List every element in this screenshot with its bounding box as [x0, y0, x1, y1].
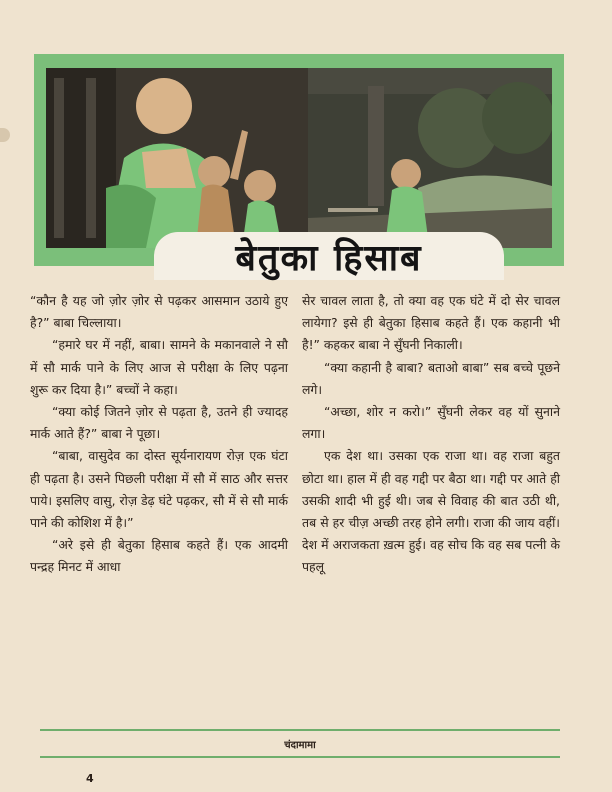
illustration-boy-by-pond [308, 68, 552, 248]
page-number: 4 [86, 772, 94, 785]
paragraph: “अरे इसे ही बेतुका हिसाब कहते हैं। एक आदमी पन्द्रह मिनट में आधा [30, 537, 288, 575]
text-column-right [302, 290, 560, 710]
paragraph: “क्या कहानी है बाबा? बताओ बाबा” सब बच्चे पूछने लगे। [302, 359, 560, 397]
header-illustration-frame [34, 54, 564, 279]
paragraph: “अच्छा, शोर न करो।” सुँघनी लेकर वह यों सुनाने लगा। [302, 404, 560, 442]
illustration-elder-with-children [46, 68, 308, 248]
story-title-banner [154, 232, 504, 280]
binding-hole [0, 128, 10, 142]
paragraph: एक देश था। उसका एक राजा था। वह राजा बहुत छोटा था। हाल में ही वह गद्दी पर बैठा था। गद्दी पर आते ही उसकी शादी भी हुई थी। जब से विवाह की बात उठी थी, तब से हर चीज़ अच्छी तरह होने लगी। राजा की जाय वहीं। देश में अराजकता ख़त्म हुई। वह सोच कि वह सब पत्नी के पहलू [302, 448, 560, 575]
footer-divider-bottom [40, 756, 560, 758]
paragraph: “कौन है यह जो ज़ोर ज़ोर से पढ़कर आसमान उठाये हुए है?” बाबा चिल्लाया। [30, 293, 288, 331]
paragraph: “बाबा, वासुदेव का दोस्त सूर्यनारायण रोज़ एक घंटा ही पढ़ता है। उसने पिछली परीक्षा में सौ में साठ और सत्तर पाये। इसलिए वासु, रोज़ डेढ़ घंटे पढ़कर, सौ में से सौ मार्क पाने की कोशिश में है।” [30, 448, 288, 531]
magazine-name: चंदामामा [284, 740, 316, 751]
text-column-left [30, 290, 288, 710]
footer-divider-top [40, 729, 560, 731]
paragraph: सेर चावल लाता है, तो क्या वह एक घंटे में दो सेर चावल लायेगा? इसे ही बेतुका हिसाब कहते हैं। एक कहानी भी है!” कहकर बाबा ने सुँघनी निकाली। [302, 293, 560, 353]
story-text [30, 290, 560, 710]
paragraph: “हमारे घर में नहीं, बाबा। सामने के मकानवाले ने सौ में सौ मार्क पाने के लिए आज से परीक्षा के लिए पढ़ना शुरू कर दिया है।” बच्चों ने कहा। [30, 337, 288, 397]
story-title: बेतुका हिसाब [235, 237, 423, 279]
paragraph: “क्या कोई जितने ज़ोर से पढ़ता है, उतने ही ज्यादह मार्क आते हैं?” बाबा ने पूछा। [30, 404, 288, 442]
